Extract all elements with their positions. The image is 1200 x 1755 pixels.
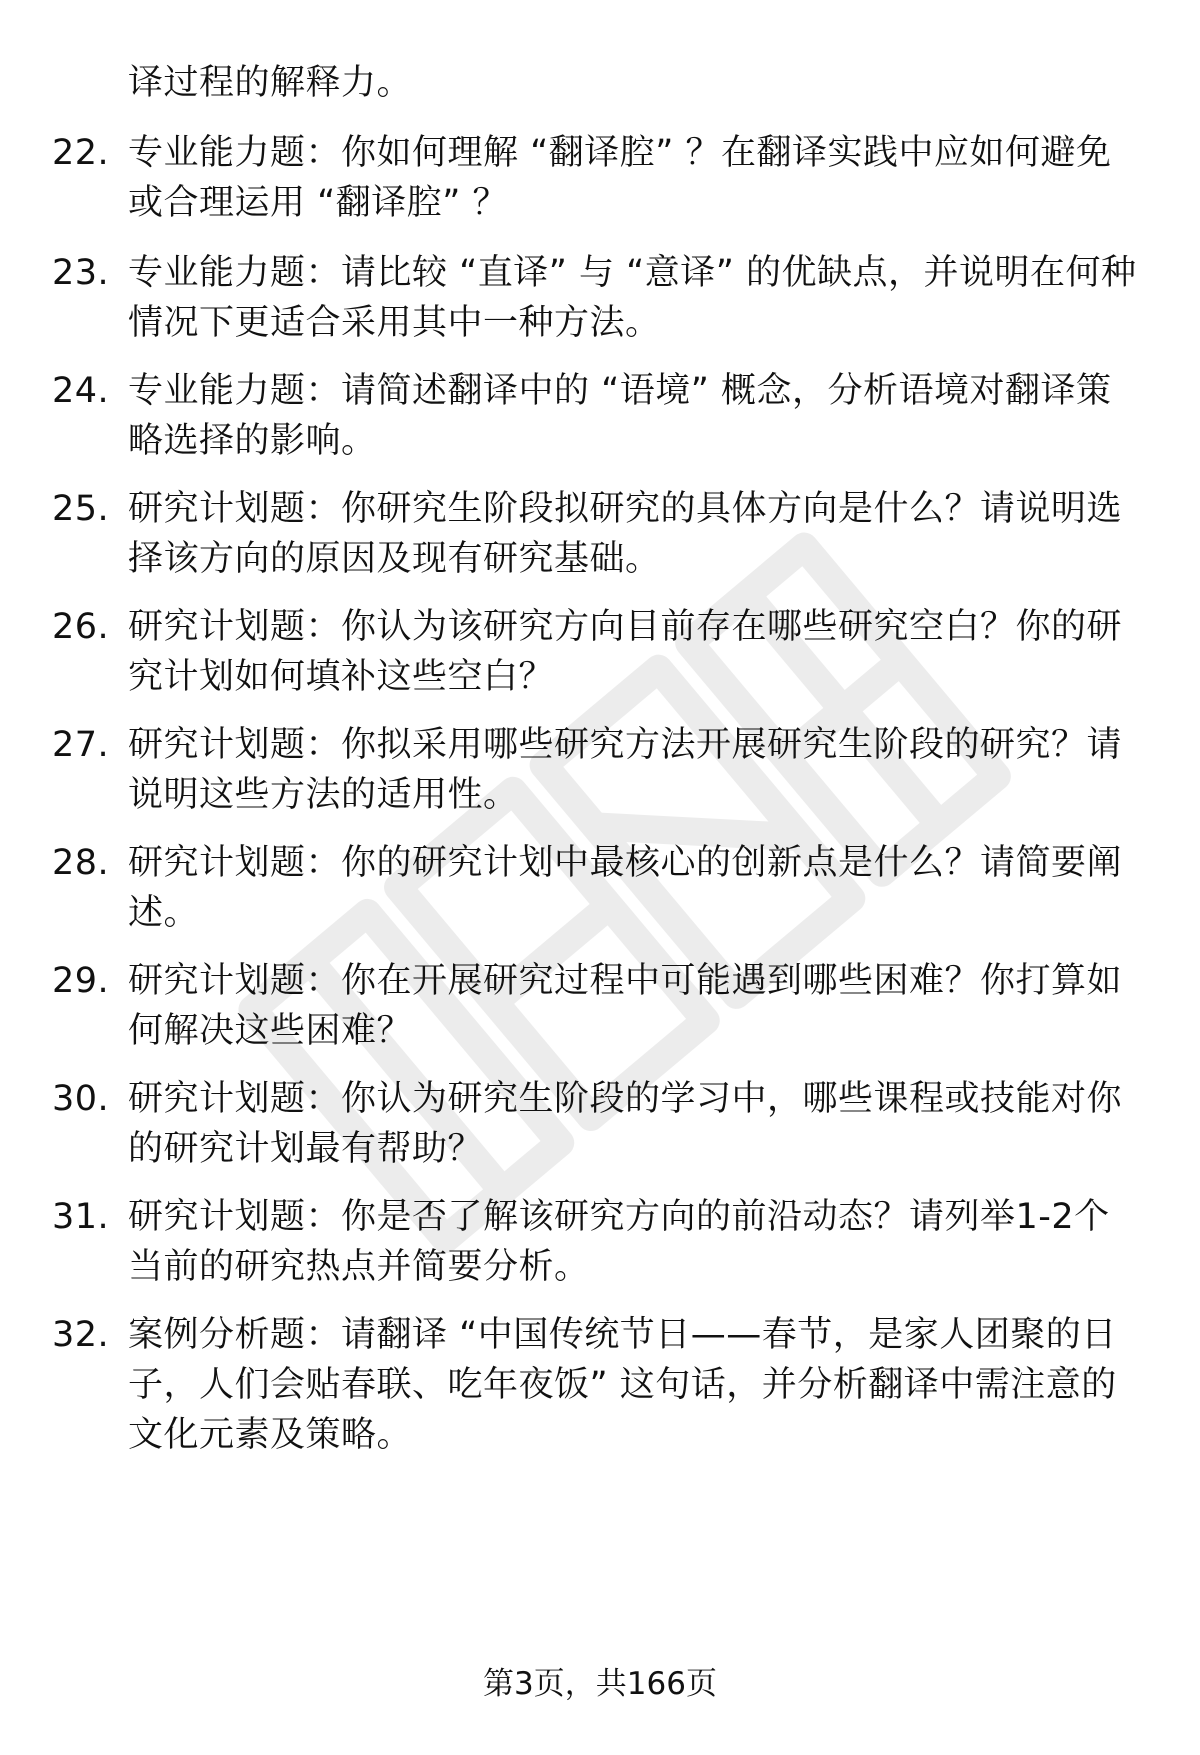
item-text: 专业能力题：请比较 “直译” 与 “意译” 的优缺点，并说明在何种情况下更适合采用其中一种方法。: [128, 253, 1137, 343]
item-number: 32.: [52, 1315, 110, 1355]
item-text: 研究计划题：你认为研究生阶段的学习中，哪些课程或技能对你的研究计划最有帮助？: [128, 1079, 1123, 1169]
item-number: 29.: [52, 961, 110, 1001]
page-footer: 第3页，共166页: [483, 1666, 717, 1702]
item-number: 30.: [52, 1079, 110, 1119]
item-text: 研究计划题：你是否了解该研究方向的前沿动态？请列举1-2个当前的研究热点并简要分析。: [128, 1197, 1110, 1287]
item-text: 研究计划题：你的研究计划中最核心的创新点是什么？请简要阐述。: [128, 843, 1123, 933]
item-number: 27.: [52, 725, 110, 765]
item-number: 28.: [52, 843, 110, 883]
item-number: 24.: [52, 371, 110, 411]
item-text: 专业能力题：请简述翻译中的 “语境” 概念，分析语境对翻译策略选择的影响。: [128, 371, 1112, 461]
item-number: 23.: [52, 253, 110, 293]
item-number: 31.: [52, 1197, 110, 1237]
item-text: 研究计划题：你拟采用哪些研究方法开展研究生阶段的研究？请说明这些方法的适用性。: [128, 725, 1123, 815]
item-text: 案例分析题：请翻译 “中国传统节日——春节，是家人团聚的日子，人们会贴春联、吃年夜饭” 这句话，并分析翻译中需注意的文化元素及策略。: [128, 1315, 1117, 1455]
item-number: 26.: [52, 607, 110, 647]
item-number: 25.: [52, 489, 110, 529]
item-text: 研究计划题：你认为该研究方向目前存在哪些研究空白？你的研究计划如何填补这些空白？: [128, 607, 1123, 697]
carryover-text: 译过程的解释力。: [128, 63, 413, 103]
item-number: 22.: [52, 133, 110, 173]
item-text: 专业能力题：你如何理解 “翻译腔” ？在翻译实践中应如何避免或合理运用 “翻译腔” ？: [128, 133, 1112, 223]
item-text: 研究计划题：你在开展研究过程中可能遇到哪些困难？你打算如何解决这些困难？: [128, 961, 1123, 1051]
item-text: 研究计划题：你研究生阶段拟研究的具体方向是什么？请说明选择该方向的原因及现有研究基础。: [128, 489, 1123, 579]
